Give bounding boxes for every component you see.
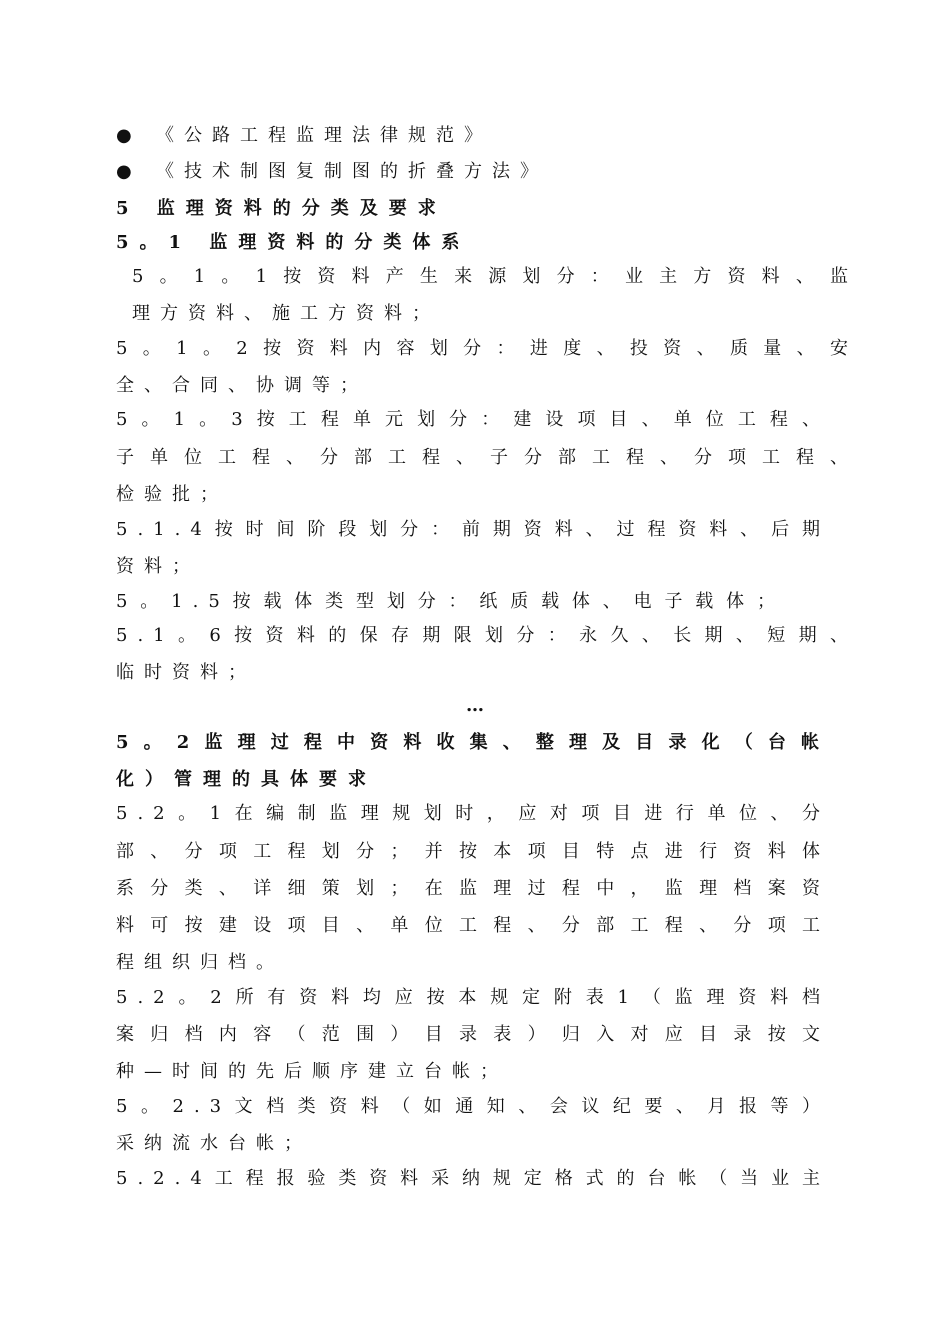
paragraph-line: 案归档内容（范围）目录表）归入对应目录按文: [116, 1024, 830, 1045]
paragraph-line: 5.1。6按资料的保存期限划分：永久、长期、短期、: [116, 625, 858, 646]
paragraph-line: 检验批；: [116, 484, 228, 505]
paragraph-line: 5.2。2所有资料均应按本规定附表1（监理资料档: [116, 987, 830, 1008]
paragraph-line: 临时资料；: [116, 662, 256, 683]
paragraph-line: 理方资料、施工方资料；: [132, 303, 440, 324]
paragraph-line: 5。1。2按资料内容划分：进度、投资、质量、安: [116, 338, 858, 359]
reference-item: [116, 160, 858, 184]
subsection-heading: 5。1 监理资料的分类体系: [116, 232, 471, 253]
paragraph-line: 5。1.5按载体类型划分：纸质载体、电子载体；: [116, 591, 785, 612]
paragraph-line: 5。1。3按工程单元划分：建设项目、单位工程、: [116, 409, 830, 430]
paragraph-line: 5。2.3文档类资料（如通知、会议纪要、月报等）: [116, 1096, 830, 1117]
reference-text: 《公路工程监理法律规范》: [156, 125, 492, 146]
subsection-heading: 5。2监理过程中资料收集、整理及目录化（台帐: [116, 732, 830, 753]
paragraph-line: 5.2.4工程报验类资料采纳规定格式的台帐（当业主: [116, 1168, 830, 1189]
ellipsis-separator: [0, 694, 950, 718]
paragraph-line: 子单位工程、分部工程、子分部工程、分项工程、: [116, 447, 858, 468]
paragraph-line: 系分类、详细策划；在监理过程中，监理档案资: [116, 878, 830, 899]
paragraph-line: 部、分项工程划分；并按本项目特点进行资料体: [116, 841, 830, 862]
section-heading: 5 监理资料的分类及要求: [116, 198, 447, 219]
paragraph-line: 资料；: [116, 556, 200, 577]
paragraph-line: 5.2。1在编制监理规划时，应对项目进行单位、分: [116, 803, 830, 824]
paragraph-line: 料可按建设项目、单位工程、分部工程、分项工: [116, 915, 830, 936]
bullet-icon: ●: [116, 161, 132, 182]
bullet-icon: ●: [116, 125, 132, 146]
ellipsis-text: …: [466, 695, 484, 716]
reference-text: 《技术制图复制图的折叠方法》: [156, 161, 548, 182]
paragraph-line: 5.1.4按时间阶段划分：前期资料、过程资料、后期: [116, 519, 830, 540]
paragraph-line: 程组织归档。: [116, 952, 284, 973]
paragraph-line: 5。1。1按资料产生来源划分：业主方资料、监: [132, 266, 858, 287]
paragraph-line: 全、合同、协调等；: [116, 375, 368, 396]
paragraph-line: 采纳流水台帐；: [116, 1133, 312, 1154]
subsection-heading: 化）管理的具体要求: [116, 769, 377, 790]
reference-item: [116, 124, 858, 148]
paragraph-line: 种—时间的先后顺序建立台帐；: [116, 1061, 508, 1082]
